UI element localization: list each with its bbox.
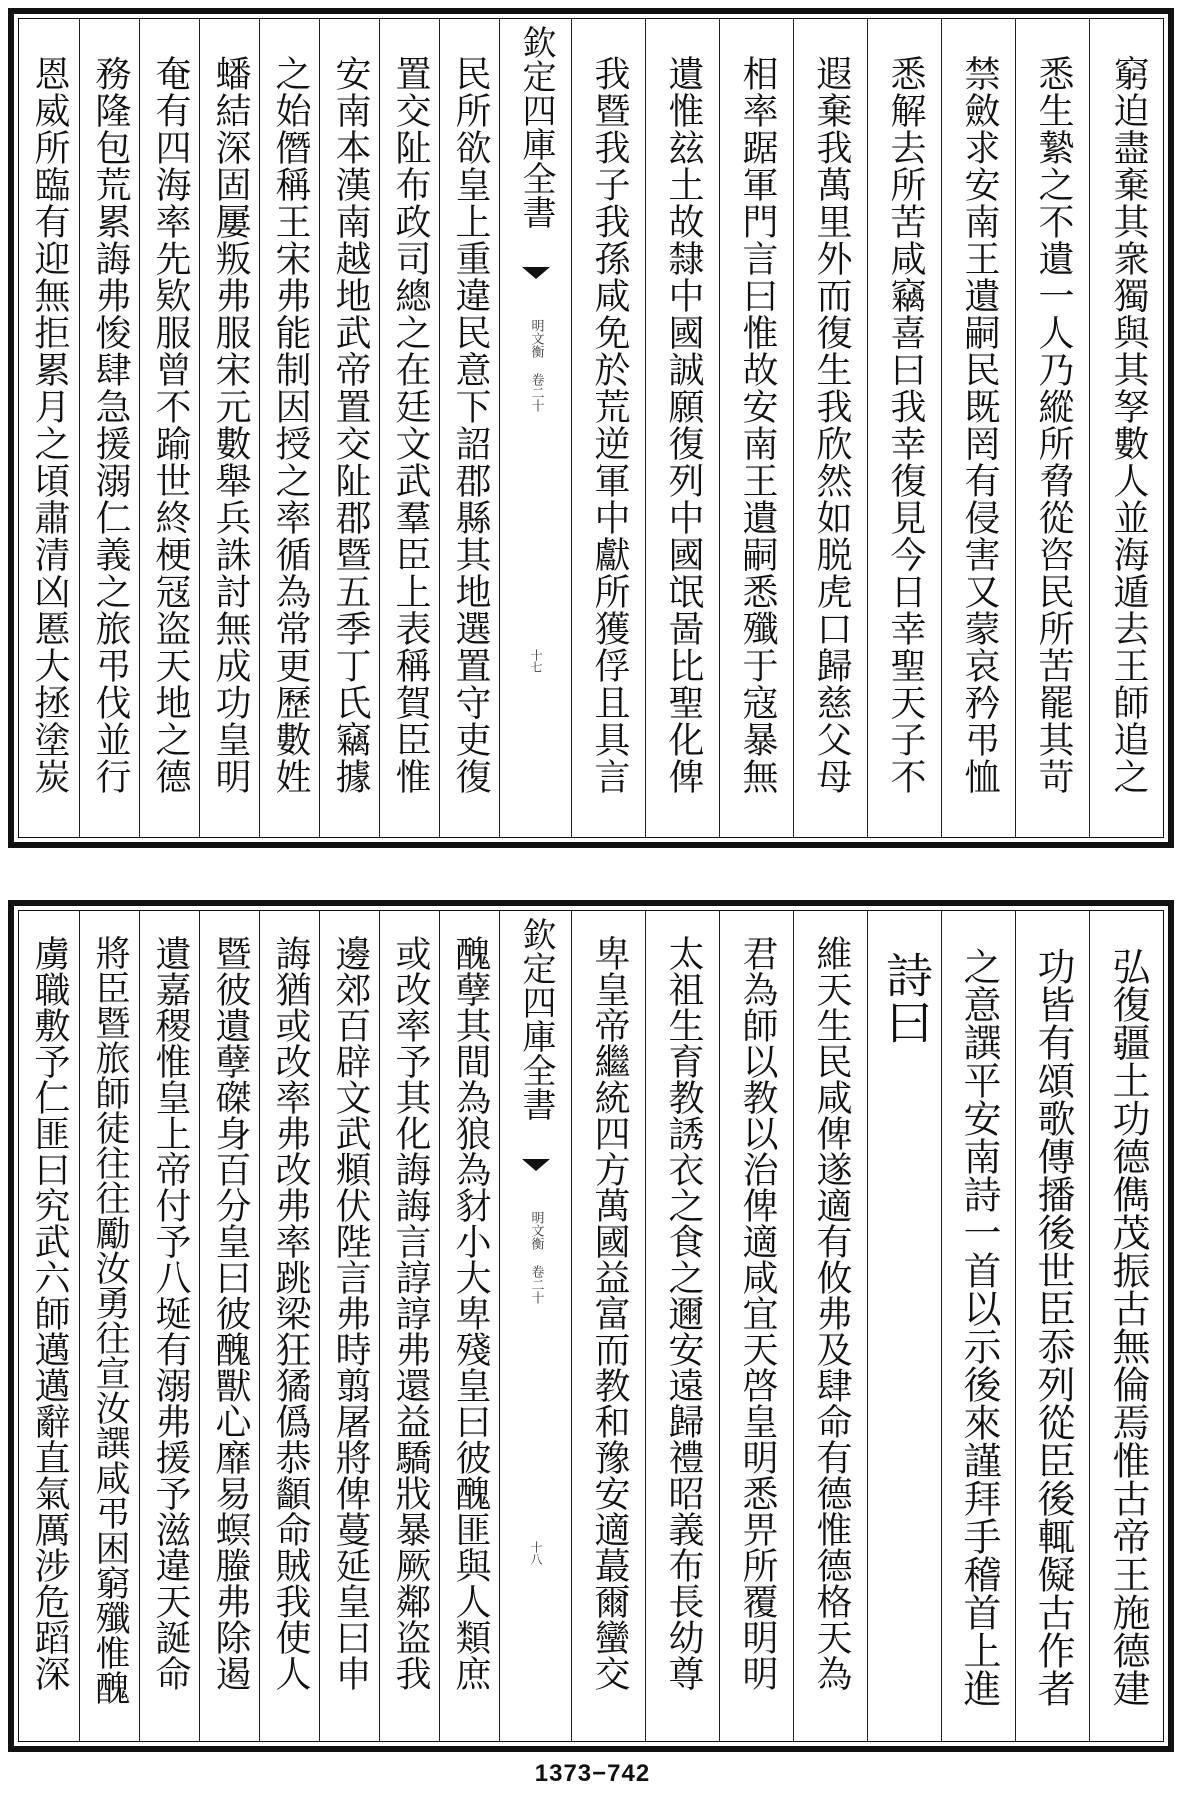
text-column <box>1089 911 1166 1741</box>
column-text: 暨彼遺孽磔身百分皇曰彼醜獸心靡易螟螣弗除遏 <box>210 935 251 1691</box>
column-text: 恩威所臨有迎無拒累月之頃肅清凶慝大拯塗炭 <box>29 55 70 795</box>
column-text: 君為師以教以治俾適咸宜天啓皇明悉畀所覆明明 <box>737 935 778 1691</box>
text-column <box>439 911 500 1741</box>
bottom-page <box>8 900 1174 1752</box>
text-column <box>941 911 1016 1741</box>
text-column <box>1015 19 1090 837</box>
volume-subtitle: 明文衡 卷二十 <box>528 319 544 412</box>
leaf-number: 十八 <box>529 1541 543 1565</box>
text-column <box>793 19 868 837</box>
text-column <box>139 19 200 837</box>
column-text: 悉解去所苦咸竊喜曰我幸復見今日幸聖天子不 <box>885 55 926 795</box>
column-text: 置交阯布政司總之在廷文武羣臣上表稱賀臣惟 <box>390 55 431 795</box>
top-page <box>8 8 1174 848</box>
column-text: 相率踞軍門言曰惟故安南王遺嗣悉殲于寇暴無 <box>737 55 778 795</box>
bottom-page-frame <box>18 910 1164 1742</box>
text-column <box>199 911 260 1741</box>
column-text: 禁斂求安南王遺嗣民既罔有侵害又蒙哀矜弔恤 <box>959 55 1000 795</box>
column-text: 卑皇帝繼統四方萬國益富而教和豫安適蕞爾蠻交 <box>589 935 630 1691</box>
top-page-frame <box>18 18 1164 838</box>
column-text: 蟠結深固屢叛弗服宋元數舉兵誅討無成功皇明 <box>210 55 251 795</box>
column-text: 之意譔平安南詩一首以示後來謹拜手稽首上進 <box>957 947 1001 1707</box>
fish-tail-mark <box>522 1159 550 1171</box>
book-title: 欽定四庫全書 <box>516 25 556 229</box>
poem-heading: 詩曰 <box>878 951 933 1045</box>
column-text: 之始僭稱王宋弗能制因授之率循為常更歷數姓 <box>270 55 311 795</box>
text-column <box>571 911 646 1741</box>
text-column <box>571 19 646 837</box>
column-text: 窮迫盡棄其衆獨與其孥數人並海遁去王師追之 <box>1108 55 1149 795</box>
column-text: 維天生民咸俾遂適有攸弗及肆命有德惟德格天為 <box>811 935 852 1691</box>
column-text: 太祖生育教誘衣之食之邇安遠歸禮昭義布長幼尊 <box>663 935 704 1691</box>
text-column <box>259 19 320 837</box>
column-text: 務隆包荒累誨弗悛肆急援溺仁義之旅弔伐並行 <box>90 55 131 795</box>
column-text: 遺惟玆土故隸中國誠願復列中國氓啚比聖化俾 <box>663 55 704 795</box>
column-text: 虜職敷予仁匪曰究武六師邁邁辭直氣厲涉危蹈深 <box>29 935 70 1691</box>
text-column <box>645 911 720 1741</box>
column-text: 誨猶或改率弗改弗率跳梁狂獝僞恭顲命賊我使人 <box>270 935 311 1691</box>
text-column <box>379 911 440 1741</box>
text-column <box>19 911 79 1741</box>
book-title: 欽定四庫全書 <box>516 917 556 1121</box>
center-fold <box>499 911 572 1741</box>
column-text: 民所欲皇上重違民意下詔郡縣其地選置守吏復 <box>450 55 491 795</box>
catalog-page-number: 1373−742 <box>534 1760 651 1787</box>
leaf-number: 十七 <box>529 649 543 673</box>
text-column <box>793 911 868 1741</box>
text-column <box>319 19 380 837</box>
text-column <box>259 911 320 1741</box>
text-column <box>319 911 380 1741</box>
column-text: 醜孽其間為狼為豺小大卑殘皇曰彼醜匪與人類庶 <box>450 935 491 1691</box>
column-text: 奄有四海率先欵服曾不踰世終梗冦盗天地之德 <box>150 55 191 795</box>
column-text: 邊郊百辟文武頫伏陛言弗時翦屠將俾蔓延皇曰申 <box>330 935 371 1691</box>
text-column <box>379 19 440 837</box>
column-text: 我暨我子我孫咸免於荒逆軍中獻所獲俘且具言 <box>589 55 630 795</box>
text-column <box>941 19 1016 837</box>
text-column <box>19 19 79 837</box>
text-column <box>79 19 140 837</box>
text-column <box>867 911 942 1741</box>
fish-tail-mark <box>522 267 550 279</box>
column-text: 將臣暨旅師徒往往勵汝勇往宣汝譔咸弔困窮殲惟醜 <box>90 935 130 1705</box>
text-column <box>139 911 200 1741</box>
text-column <box>719 911 794 1741</box>
column-text: 遐棄我萬里外而復生我欣然如脱虎口歸慈父母 <box>811 55 852 795</box>
column-text: 安南本漢南越地武帝置交阯郡暨五季丁氏竊據 <box>330 55 371 795</box>
center-fold <box>499 19 572 837</box>
column-text: 功皆有頌歌傳播後世臣忝列從臣後輒儗古作者 <box>1031 947 1075 1707</box>
column-text: 弘復疆土功德儁茂振古無倫焉惟古帝王施德建 <box>1106 947 1150 1707</box>
text-column <box>1089 19 1166 837</box>
column-text: 或改率予其化誨誨言諄諄弗還益驕戕暴厥鄰盗我 <box>390 935 431 1691</box>
column-text: 遺嘉稷惟皇上帝付予八埏有溺弗援予滋違天誕命 <box>150 935 191 1691</box>
text-column <box>439 19 500 837</box>
text-column <box>79 911 140 1741</box>
volume-subtitle: 明文衡 卷二十 <box>528 1211 544 1304</box>
text-column <box>719 19 794 837</box>
text-column <box>645 19 720 837</box>
text-column <box>1015 911 1090 1741</box>
text-column <box>199 19 260 837</box>
text-column <box>867 19 942 837</box>
column-text: 悉生縶之不遺一人乃縱所脅從咨民所苦罷其苛 <box>1033 55 1074 795</box>
